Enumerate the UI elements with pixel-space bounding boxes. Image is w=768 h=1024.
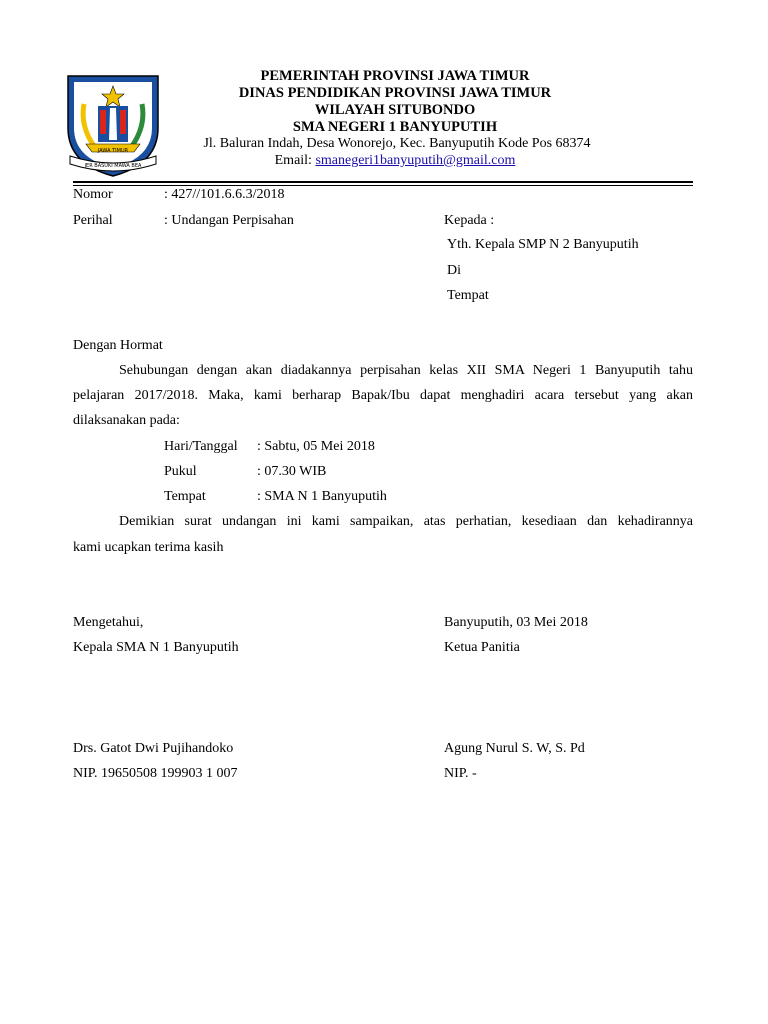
detail-label-time: Pukul xyxy=(164,464,197,479)
header-department: DINAS PENDIDIKAN PROVINSI JAWA TIMUR xyxy=(238,85,552,101)
sign-right-line2: Ketua Panitia xyxy=(444,640,520,655)
paragraph2-line1: Demikian surat undangan ini kami sampaikan, atas perhatian, kesediaan dan kehadirannya xyxy=(119,514,693,529)
paragraph1-line3: dilaksanakan pada: xyxy=(73,413,180,428)
sign-right-name: Agung Nurul S. W, S. Pd xyxy=(444,741,585,756)
perihal-value: : Undangan Perpisahan xyxy=(164,213,294,228)
detail-value-time: : 07.30 WIB xyxy=(257,464,327,479)
header-province: PEMERINTAH PROVINSI JAWA TIMUR xyxy=(260,68,530,84)
header-divider-thin xyxy=(73,185,693,186)
sign-left-line1: Mengetahui, xyxy=(73,615,144,630)
header-address: Jl. Baluran Indah, Desa Wonorejo, Kec. Banyuputih Kode Pos 68374 xyxy=(203,136,591,151)
paragraph2-line2: kami ucapkan terima kasih xyxy=(73,540,224,555)
recipient-line2: Di xyxy=(447,263,461,278)
email-label: Email: xyxy=(274,153,312,168)
header-school-name: SMA NEGERI 1 BANYUPUTIH xyxy=(292,119,498,135)
sign-right-nip: NIP. - xyxy=(444,766,477,781)
logo-ribbon-top: JAWA TIMUR xyxy=(97,148,129,154)
header-email-line xyxy=(170,153,620,169)
recipient-line1: Yth. Kepala SMP N 2 Banyuputih xyxy=(447,237,639,252)
detail-value-place: : SMA N 1 Banyuputih xyxy=(257,489,387,504)
nomor-value: : 427//101.6.6.3/2018 xyxy=(164,187,285,202)
header-divider-thick xyxy=(73,181,693,183)
paragraph1-line2: pelajaran 2017/2018. Maka, kami berharap Bapak/Ibu dapat menghadiri acara tersebut yang akan xyxy=(73,388,693,403)
perihal-label: Perihal xyxy=(73,213,113,228)
paragraph1-line1: Sehubungan dengan akan diadakannya perpisahan kelas XII SMA Negeri 1 Banyuputih tahu xyxy=(119,363,693,378)
greeting: Dengan Hormat xyxy=(73,338,163,353)
recipient-line3: Tempat xyxy=(447,288,489,303)
sign-left-name: Drs. Gatot Dwi Pujihandoko xyxy=(73,741,234,756)
logo-ribbon-bottom: JER BASUKI MAWA BEA xyxy=(84,163,142,169)
header-region: WILAYAH SITUBONDO xyxy=(314,102,476,118)
nomor-label: Nomor xyxy=(73,187,113,202)
sign-left-nip: NIP. 19650508 199903 1 007 xyxy=(73,766,238,781)
detail-label-date: Hari/Tanggal xyxy=(164,439,238,454)
detail-label-place: Tempat xyxy=(164,489,206,504)
coat-of-arms-logo xyxy=(64,66,162,178)
recipient-kepada: Kepada : xyxy=(444,213,495,228)
email-link[interactable]: smanegeri1banyuputih@gmail.com xyxy=(315,153,516,168)
sign-left-line2: Kepala SMA N 1 Banyuputih xyxy=(73,640,239,655)
detail-value-date: : Sabtu, 05 Mei 2018 xyxy=(257,439,375,454)
sign-right-line1: Banyuputih, 03 Mei 2018 xyxy=(444,615,588,630)
